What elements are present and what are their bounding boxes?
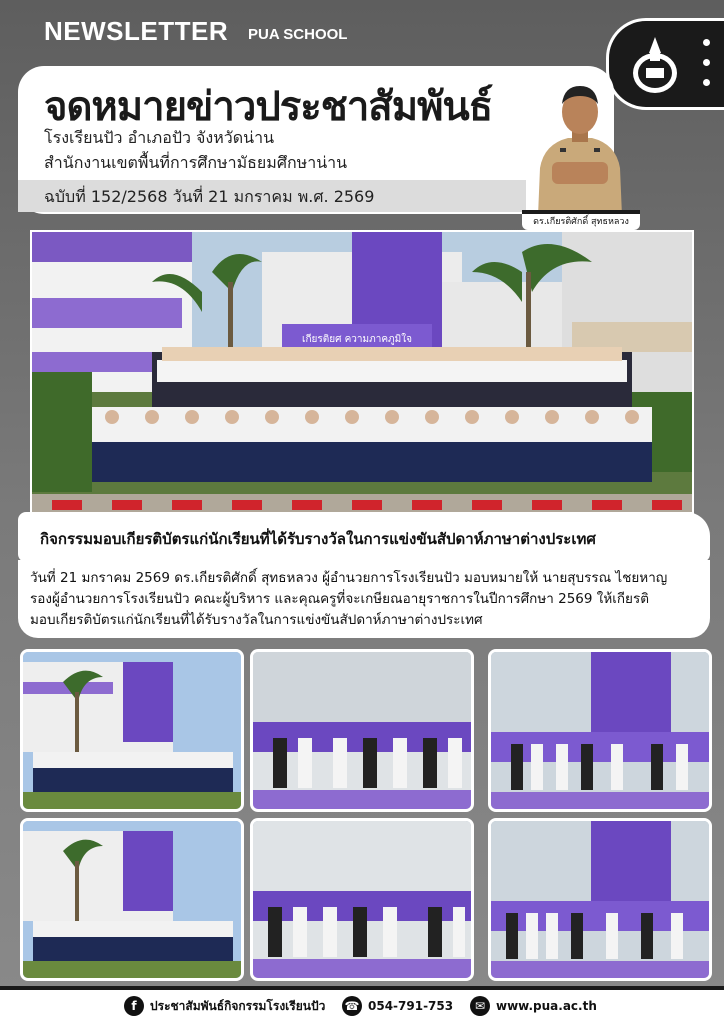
facebook-icon: f — [124, 996, 144, 1016]
photo-group-2 — [20, 818, 244, 981]
phone-number: 054-791-753 — [368, 999, 454, 1013]
footer-website[interactable] — [470, 996, 597, 1016]
issue-info: ฉบับที่ 152/2568 วันที่ 21 มกราคม พ.ศ. 2569 — [44, 187, 375, 206]
photo-ceremony-4 — [488, 818, 712, 981]
main-group-photo — [30, 230, 694, 514]
director-name: ดร.เกียรติศักดิ์ สุทธหลวง — [522, 210, 640, 230]
photo-ceremony-2 — [488, 649, 712, 812]
footer-phone[interactable] — [342, 996, 453, 1016]
banner-sign: เกียรติยศ ความภาคภูมิใจ — [302, 334, 412, 345]
footer-facebook[interactable] — [124, 996, 325, 1016]
school-address: โรงเรียนปัว อำเภอปัว จังหวัดน่าน — [44, 128, 275, 147]
description-line-1: วันที่ 21 มกราคม 2569 ดร.เกียรติศักดิ์ สุทธหลวง ผู้อำนวยการโรงเรียนปัว มอบหมายให้ นายสุบรรณ ไชยหาญ — [30, 570, 668, 586]
page-title: จดหมายข่าวประชาสัมพันธ์ — [44, 84, 493, 130]
director-portrait — [530, 68, 630, 216]
mail-icon: ✉ — [470, 996, 490, 1016]
activity-description — [30, 568, 700, 631]
description-line-2: รองผู้อำนวยการโรงเรียนปัว คณะผู้บริหาร และคุณครูที่จะเกษียณอายุราชการในปีการศึกษา 2569 ให้เกียรติ — [30, 591, 649, 607]
website-url: www.pua.ac.th — [496, 999, 597, 1013]
facebook-label: ประชาสัมพันธ์กิจกรรมโรงเรียนปัว — [150, 998, 326, 1013]
school-name-en: PUA SCHOOL — [248, 26, 348, 43]
activity-caption: กิจกรรมมอบเกียรติบัตรแก่นักเรียนที่ได้รับรางวัลในการแข่งขันสัปดาห์ภาษาต่างประเทศ — [40, 530, 596, 548]
menu-dots-icon — [703, 39, 710, 99]
school-emblem-icon — [627, 33, 683, 95]
photo-ceremony-1 — [250, 649, 474, 812]
office-name: สำนักงานเขตพื้นที่การศึกษามัธยมศึกษาน่าน — [44, 153, 348, 172]
phone-icon: ☎ — [342, 996, 362, 1016]
photo-ceremony-3 — [250, 818, 474, 981]
description-line-3: มอบเกียรติบัตรแก่นักเรียนที่ได้รับรางวัลในการแข่งขันสัปดาห์ภาษาต่างประเทศ — [30, 612, 483, 628]
newsletter-label: NEWSLETTER — [44, 16, 229, 46]
photo-group-1 — [20, 649, 244, 812]
